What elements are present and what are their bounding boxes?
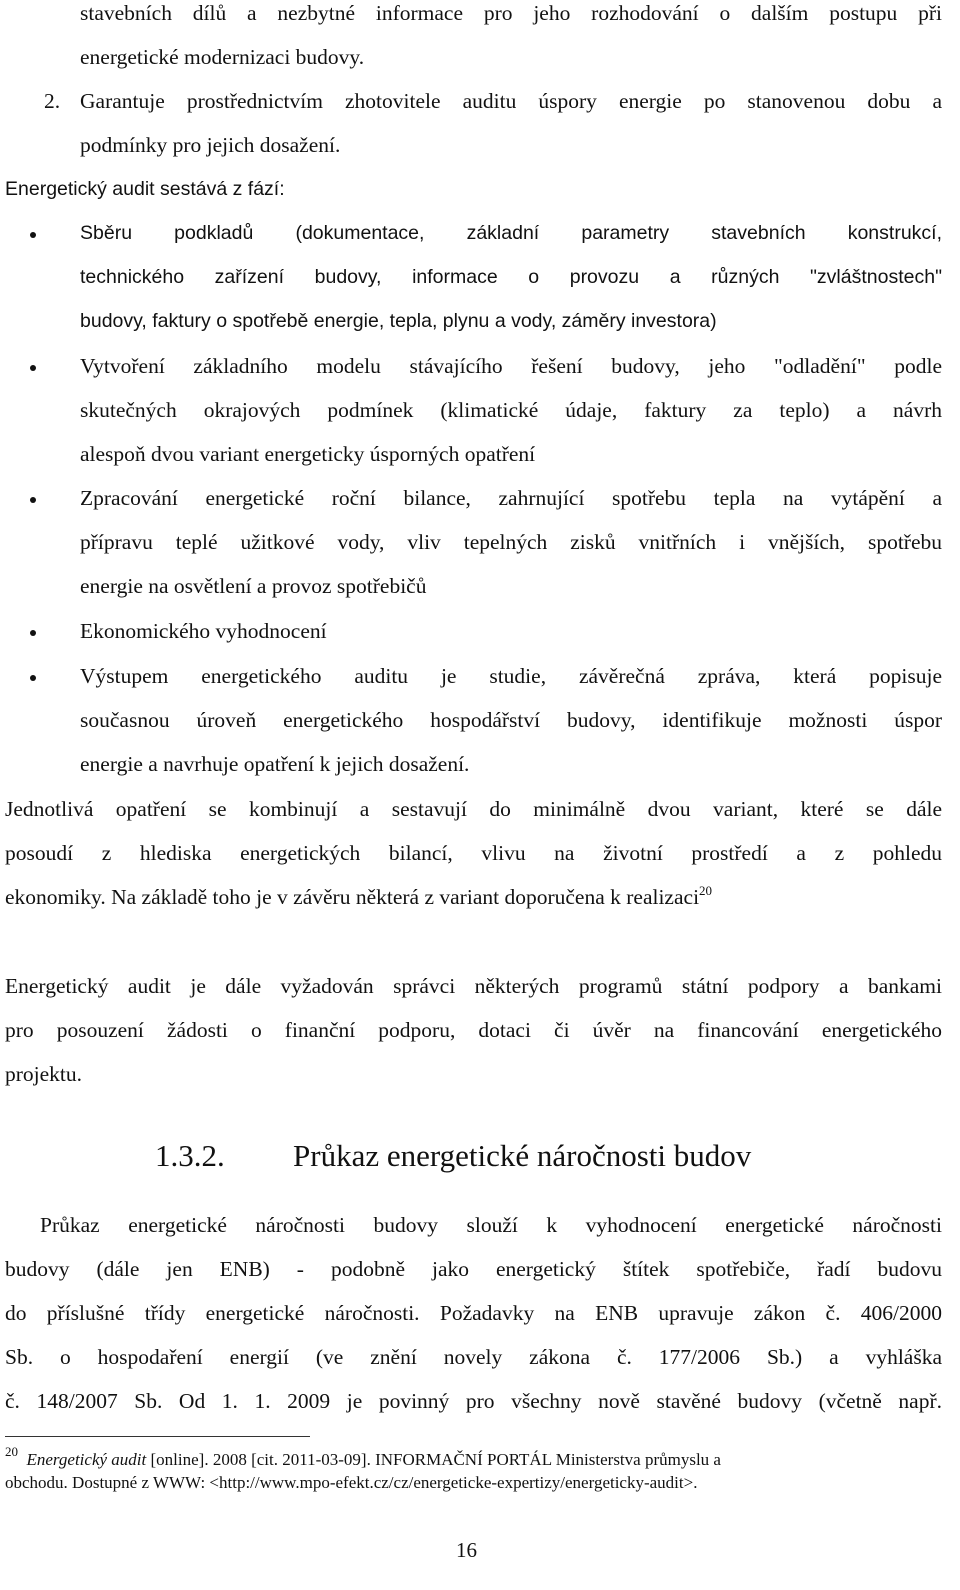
footnote-separator <box>5 1436 310 1437</box>
bullet-icon <box>30 675 36 681</box>
list-number: 2. <box>44 89 61 113</box>
bullet-item-model <box>80 344 942 476</box>
text-line: Zpracování energetické roční bilance, zahrnující spotřebu tepla na vytápění a <box>80 486 942 510</box>
text-line: posoudí z hlediska energetických bilancí, vlivu na životní prostředí a z pohledu <box>5 841 942 865</box>
text-line: přípravu teplé užitkové vody, vliv tepelných zisků vnitřních i vnějších, spotřebu <box>80 530 942 554</box>
audit-required-paragraph <box>5 964 942 1096</box>
footnote-ref: 20 <box>699 883 713 898</box>
bullet-icon <box>30 630 36 636</box>
text-line: budovy, faktury o spotřebě energie, tepla, plynu a vody, záměry investora) <box>80 310 717 332</box>
text-line: energie na osvětlení a provoz spotřebičů <box>80 574 427 598</box>
text-line: Výstupem energetického auditu je studie, závěrečná zpráva, která popisuje <box>80 664 942 688</box>
text-line: Jednotlivá opatření se kombinují a sestavují do minimálně dvou variant, které se dále <box>5 797 942 821</box>
footnote-title: Energetický audit <box>26 1450 147 1469</box>
phases-intro: Energetický audit sestává z fází: <box>5 178 285 200</box>
text-line: alespoň dvou variant energeticky úsporných opatření <box>80 442 536 466</box>
bullet-item-economic <box>80 609 942 653</box>
text-line: Průkaz energetické náročnosti budovy slouží k vyhodnocení energetické náročnosti <box>40 1213 942 1237</box>
section-title: Průkaz energetické náročnosti budov <box>293 1138 752 1173</box>
text-line: projektu. <box>5 1062 83 1086</box>
text-line: podmínky pro jejich dosažení. <box>80 133 341 157</box>
text-line: Garantuje prostřednictvím zhotovitele auditu úspory energie po stanovenou dobu a <box>80 89 942 113</box>
text-line: současnou úroveň energetického hospodářství budovy, identifikuje možnosti úspor <box>80 708 942 732</box>
page-number: 16 <box>456 1538 477 1562</box>
text-line: Vytvoření základního modelu stávajícího řešení budovy, jeho "odladění" podle <box>80 354 942 378</box>
text-line: skutečných okrajových podmínek (klimatické údaje, faktury za teplo) a návrh <box>80 398 942 422</box>
bullet-item-documents <box>80 211 942 343</box>
footnote-line: $^{20}$ Energetický audit [online]. 2008 [cit. 2011-03-09]. INFORMAČNÍ PORTÁL Ministerstva průmyslu a <box>5 1444 721 1469</box>
text-line: č. 148/2007 Sb. Od 1. 1. 2009 je povinný pro všechny nově stavěné budovy (včetně např. <box>5 1389 942 1413</box>
enb-paragraph <box>5 1203 942 1423</box>
text-line: Sběru podkladů (dokumentace, základní parametry stavebních konstrukcí, <box>80 222 942 244</box>
section-number: 1.3.2. <box>155 1138 225 1173</box>
footnote-number: 20 <box>5 1444 18 1459</box>
footnote-line: obchodu. Dostupné z WWW: <http://www.mpo-efekt.cz/cz/energeticke-expertizy/energeticky-audit>. <box>5 1473 698 1492</box>
list-item-2 <box>80 79 942 167</box>
text-line: stavebních dílů a nezbytné informace pro jeho rozhodování o dalším postupu při <box>80 1 942 25</box>
text-line: energie a navrhuje opatření k jejich dosažení. <box>80 752 470 776</box>
list-item-1-continuation <box>80 0 942 79</box>
bullet-icon <box>30 497 36 503</box>
text-line: do příslušné třídy energetické náročnosti. Požadavky na ENB upravuje zákon č. 406/2000 <box>5 1301 942 1325</box>
footnote <box>5 1444 951 1494</box>
bullet-icon <box>30 232 36 238</box>
text-line: Ekonomického vyhodnocení <box>80 619 327 643</box>
bullet-item-balance <box>80 476 942 608</box>
text-line: Energetický audit je dále vyžadován správci některých programů státní podpory a bankami <box>5 974 942 998</box>
bullet-item-output <box>80 654 942 786</box>
text-line: pro posouzení žádosti o finanční podporu, dotaci či úvěr na financování energetického <box>5 1018 942 1042</box>
text-line: Sb. o hospodaření energií (ve znění novely zákona č. 177/2006 Sb.) a vyhláška <box>5 1345 942 1369</box>
text-line: ekonomiky. Na základě toho je v závěru některá z variant doporučena k realizaci$^{20}$ <box>5 883 713 909</box>
bullet-icon <box>30 365 36 371</box>
text-line: budovy (dále jen ENB) - podobně jako energetický štítek spotřebiče, řadí budovu <box>5 1257 942 1281</box>
combination-paragraph <box>5 787 942 919</box>
text-line: energetické modernizaci budovy. <box>80 45 365 69</box>
text-line: technického zařízení budovy, informace o provozu a různých "zvláštnostech" <box>80 266 942 288</box>
